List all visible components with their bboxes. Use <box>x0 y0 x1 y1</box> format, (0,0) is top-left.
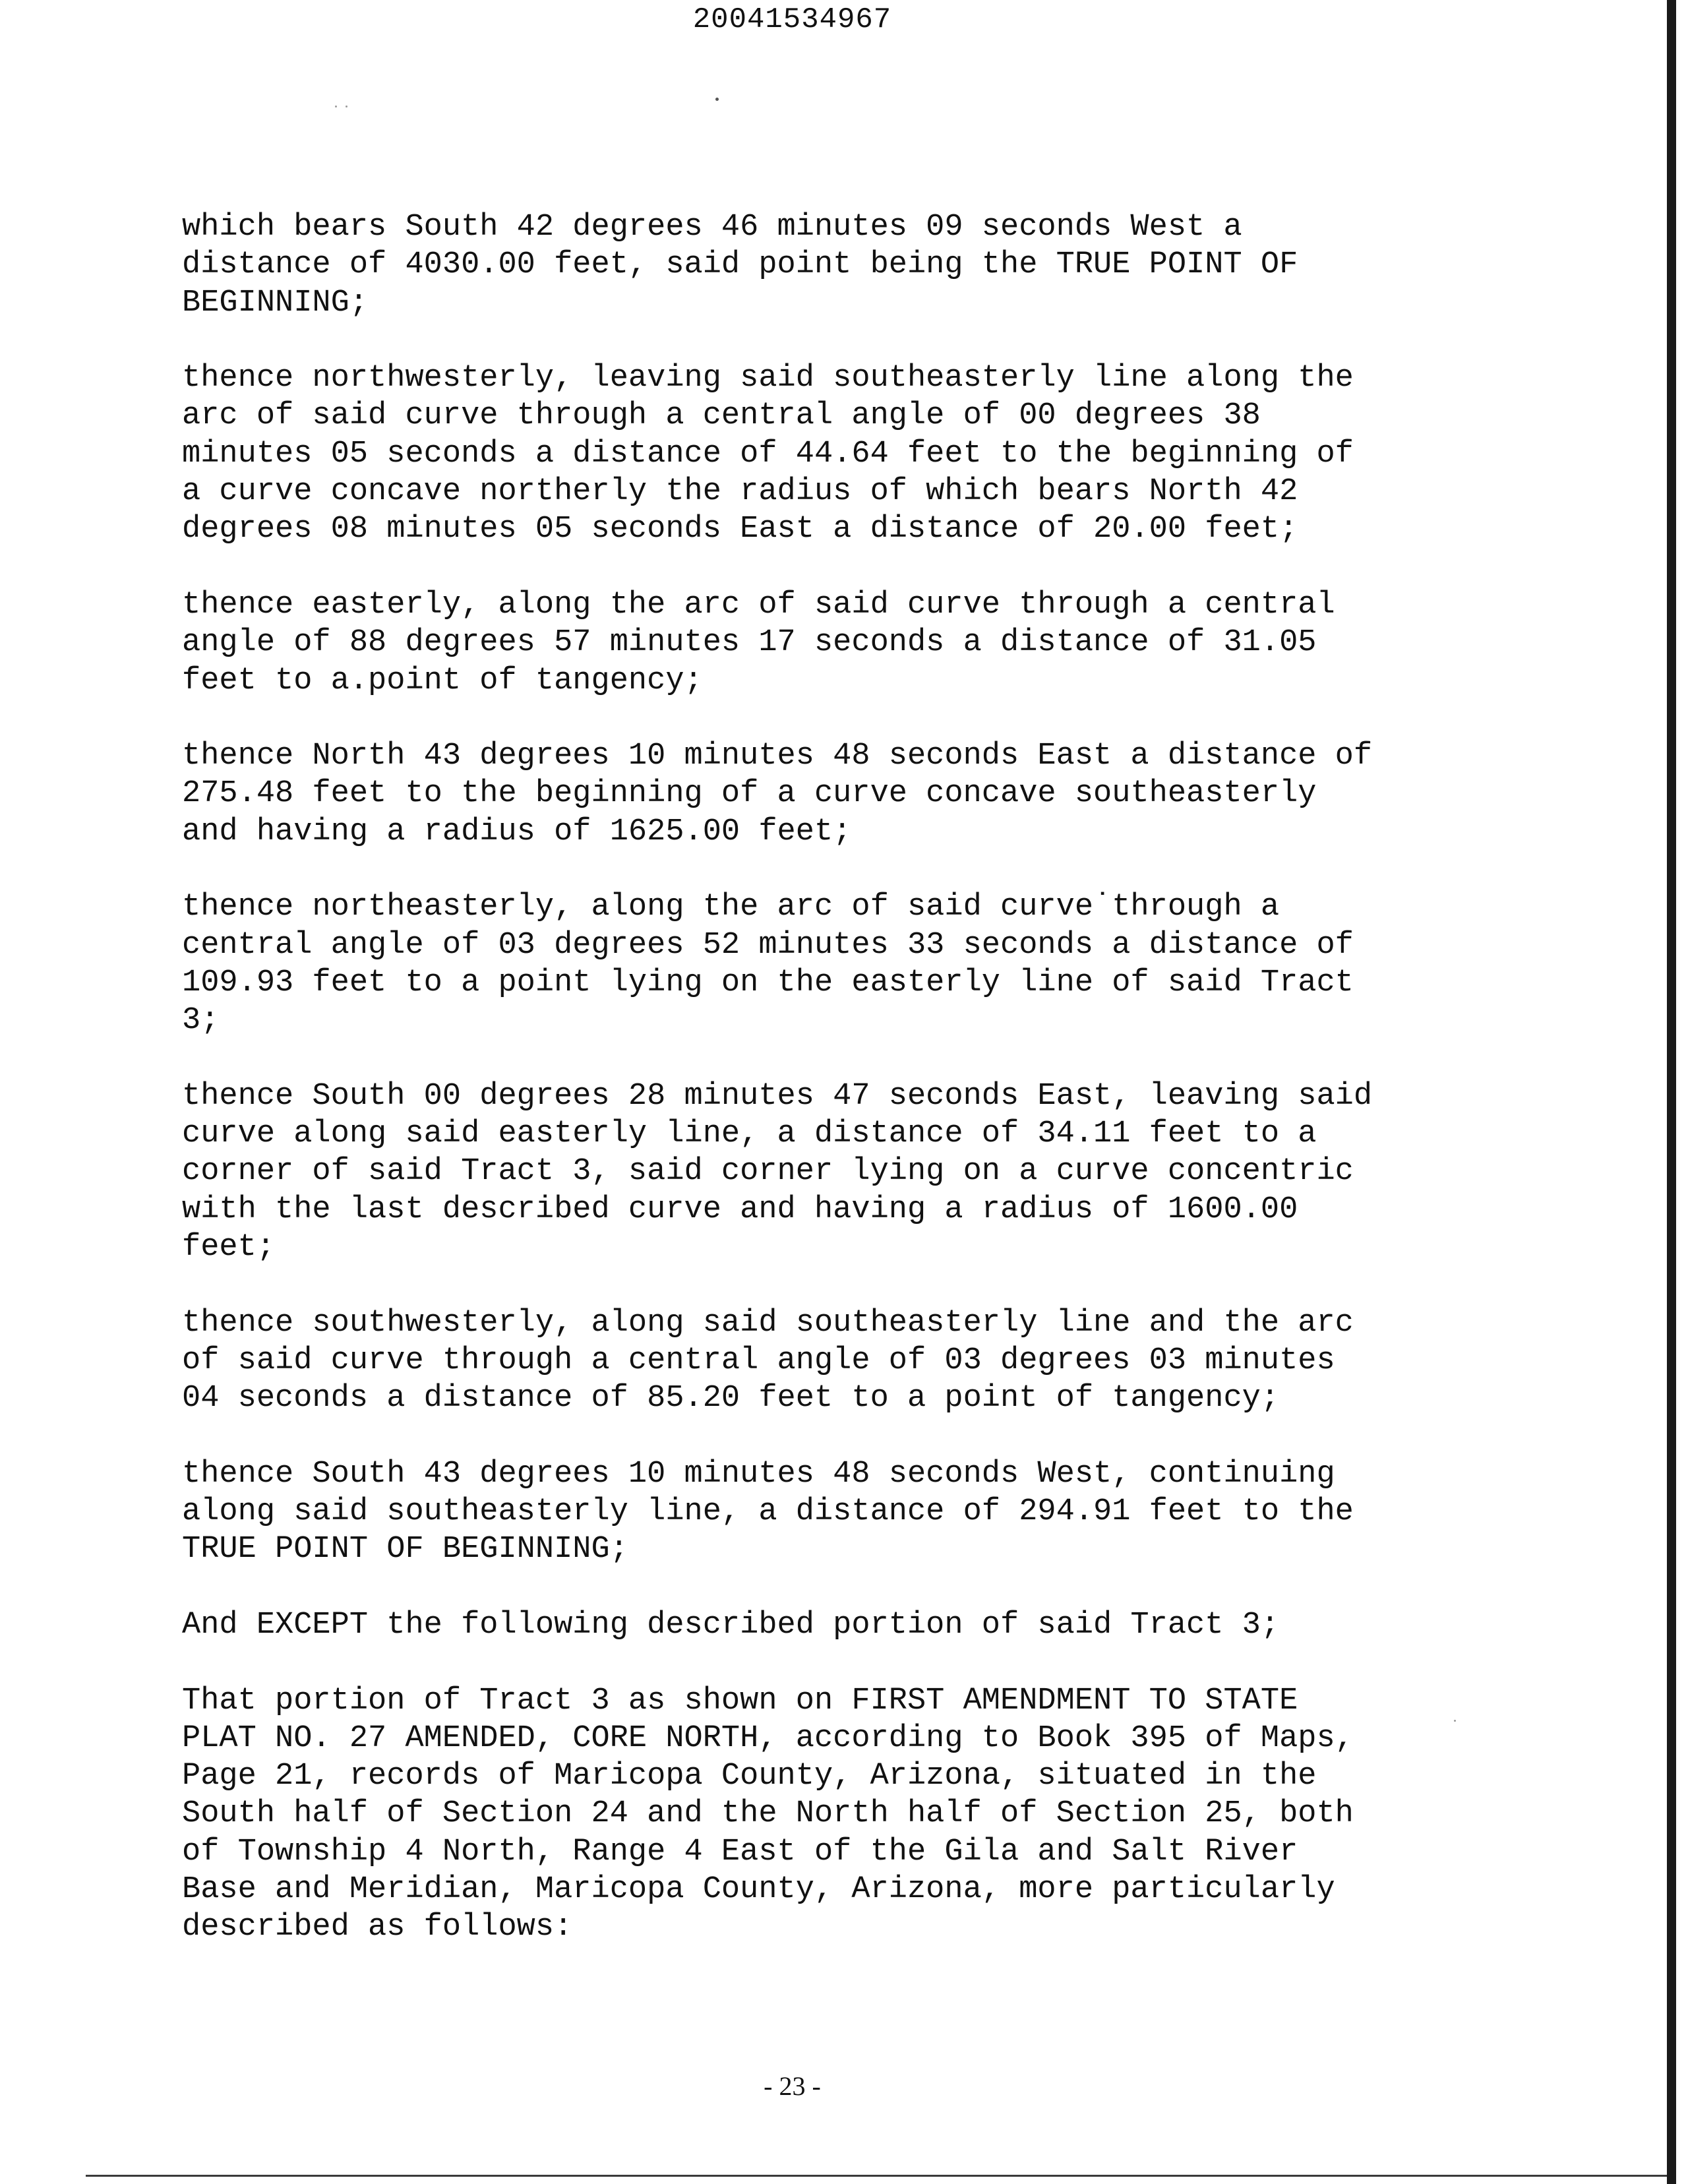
text-line: minutes 05 seconds a distance of 44.64 feet to the beginning of <box>182 436 1354 471</box>
document-number: 20041534967 <box>692 3 892 36</box>
text-line: thence South 00 degrees 28 minutes 47 seconds East, leaving said <box>182 1078 1373 1114</box>
text-line: thence southwesterly, along said southeasterly line and the arc <box>182 1305 1354 1341</box>
text-line: with the last described curve and having a radius of 1600.00 <box>182 1192 1298 1227</box>
paragraph-9 <box>182 1606 1567 1644</box>
paragraph-2 <box>182 359 1567 548</box>
text-line: PLAT NO. 27 AMENDED, CORE NORTH, according to Book 395 of Maps, <box>182 1720 1354 1756</box>
text-line: Base and Meridian, Maricopa County, Arizona, more particularly <box>182 1872 1335 1908</box>
paragraph-10 <box>182 1682 1567 1947</box>
scan-page-edge <box>1667 0 1676 2184</box>
text-line: of Township 4 North, Range 4 East of the Gila and Salt River <box>182 1834 1298 1869</box>
bottom-rule <box>86 2175 1667 2177</box>
paragraph-8 <box>182 1455 1567 1569</box>
text-line: TRUE POINT OF BEGINNING; <box>182 1532 628 1567</box>
text-line: 109.93 feet to a point lying on the easterly line of said Tract <box>182 965 1354 1000</box>
text-line: feet to a.point of tangency; <box>182 663 703 698</box>
text-line: degrees 08 minutes 05 seconds East a distance of 20.00 feet; <box>182 512 1298 547</box>
text-line: thence northwesterly, leaving said southeasterly line along the <box>182 361 1354 396</box>
text-line: which bears South 42 degrees 46 minutes 09 seconds West a <box>182 210 1242 245</box>
paragraph-6 <box>182 1077 1567 1266</box>
paragraph-5 <box>182 888 1567 1039</box>
text-line: angle of 88 degrees 57 minutes 17 seconds a distance of 31.05 <box>182 625 1317 661</box>
text-line: thence North 43 degrees 10 minutes 48 seconds East a distance of <box>182 739 1373 774</box>
text-line: central angle of 03 degrees 52 minutes 33 seconds a distance of <box>182 927 1354 963</box>
text-line: thence South 43 degrees 10 minutes 48 seconds West, continuing <box>182 1456 1335 1492</box>
paragraph-3 <box>182 586 1567 700</box>
text-line: 04 seconds a distance of 85.20 feet to a point of tangency; <box>182 1381 1280 1416</box>
text-line: thence northeasterly, along the arc of said curve˙through a <box>182 890 1280 925</box>
text-line: Page 21, records of Maricopa County, Arizona, situated in the <box>182 1759 1317 1794</box>
paragraph-1 <box>182 208 1567 322</box>
text-line: 3; <box>182 1003 220 1039</box>
paragraph-7 <box>182 1304 1567 1418</box>
text-line: BEGINNING; <box>182 285 369 320</box>
text-line: feet; <box>182 1230 276 1265</box>
text-line: and having a radius of 1625.00 feet; <box>182 814 852 849</box>
text-line: curve along said easterly line, a distance of 34.11 feet to a <box>182 1116 1317 1152</box>
text-line: along said southeasterly line, a distance of 294.91 feet to the <box>182 1494 1354 1530</box>
text-line: South half of Section 24 and the North half of Section 25, both <box>182 1796 1354 1832</box>
paragraph-4 <box>182 737 1567 851</box>
legal-description-body <box>182 208 1567 1984</box>
text-line: a curve concave northerly the radius of which bears North 42 <box>182 474 1298 510</box>
page-number: - 23 - <box>764 2071 821 2101</box>
text-line: described as follows: <box>182 1910 573 1945</box>
text-line: arc of said curve through a central angle of 00 degrees 38 <box>182 398 1261 434</box>
text-line: corner of said Tract 3, said corner lying on a curve concentric <box>182 1154 1354 1190</box>
scan-speck <box>715 98 719 101</box>
text-line: distance of 4030.00 feet, said point being the TRUE POINT OF <box>182 247 1298 283</box>
text-line: And EXCEPT the following described portion of said Tract 3; <box>182 1607 1280 1643</box>
scan-speck <box>335 106 337 107</box>
scan-speck <box>346 106 347 107</box>
text-line: of said curve through a central angle of 03 degrees 03 minutes <box>182 1343 1335 1378</box>
text-line: 275.48 feet to the beginning of a curve concave southeasterly <box>182 776 1317 812</box>
text-line: That portion of Tract 3 as shown on FIRST AMENDMENT TO STATE <box>182 1683 1298 1718</box>
text-line: thence easterly, along the arc of said curve through a central <box>182 587 1335 622</box>
